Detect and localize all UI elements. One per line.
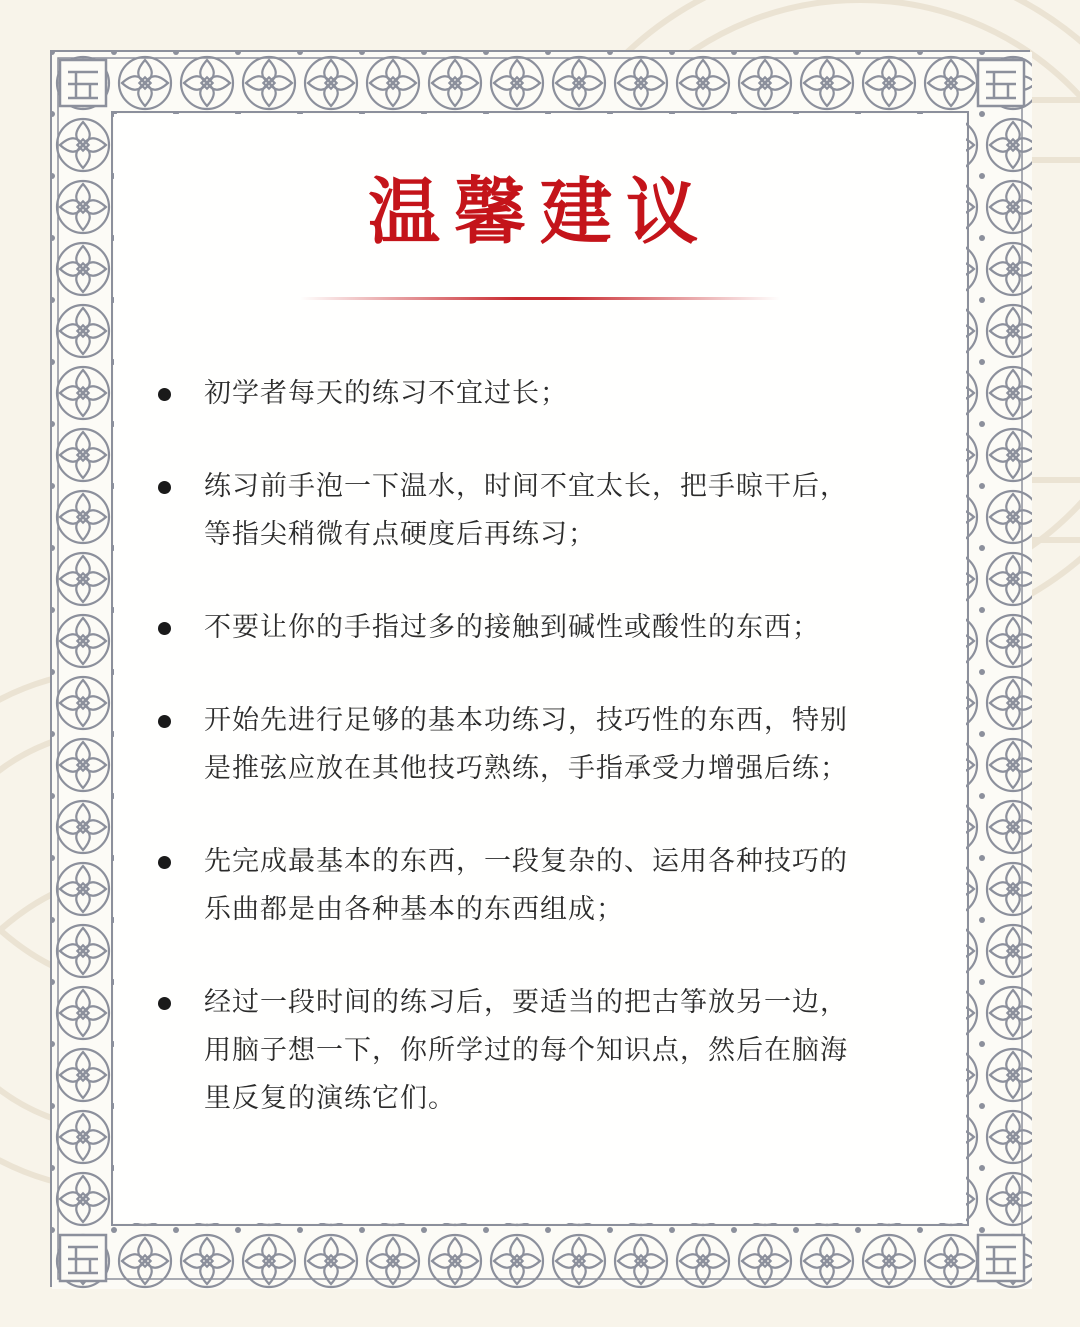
list-item — [154, 463, 924, 559]
list-item — [154, 604, 924, 652]
bullet-dot-icon — [158, 388, 171, 401]
bullet-dot-icon — [158, 622, 171, 635]
bullet-dot-icon — [158, 481, 171, 494]
list-item — [154, 838, 924, 934]
bullet-dot-icon — [158, 856, 171, 869]
list-item — [154, 697, 924, 793]
tip-text: 练习前手泡一下温水，时间不宜太长，把手晾干后， 等指尖稍微有点硬度后再练习； — [204, 471, 848, 550]
bullet-dot-icon — [158, 715, 171, 728]
list-item — [154, 370, 924, 418]
tip-text: 不要让你的手指过多的接触到碱性或酸性的东西； — [204, 612, 820, 643]
title-underline — [300, 297, 780, 300]
list-item — [154, 979, 924, 1123]
bullet-dot-icon — [158, 997, 171, 1010]
tip-text: 初学者每天的练习不宜过长； — [204, 378, 568, 409]
tip-text: 经过一段时间的练习后，要适当的把古筝放另一边， 用脑子想一下，你所学过的每个知识点，然后在脑海 里反复的演练它们。 — [204, 987, 848, 1114]
page-title: 温馨建议 — [367, 169, 712, 254]
tip-text: 开始先进行足够的基本功练习，技巧性的东西，特别 是推弦应放在其他技巧熟练，手指承受力增强后练； — [204, 705, 848, 784]
tips-list — [154, 370, 924, 1168]
tip-text: 先完成最基本的东西，一段复杂的、运用各种技巧的 乐曲都是由各种基本的东西组成； — [204, 846, 848, 925]
